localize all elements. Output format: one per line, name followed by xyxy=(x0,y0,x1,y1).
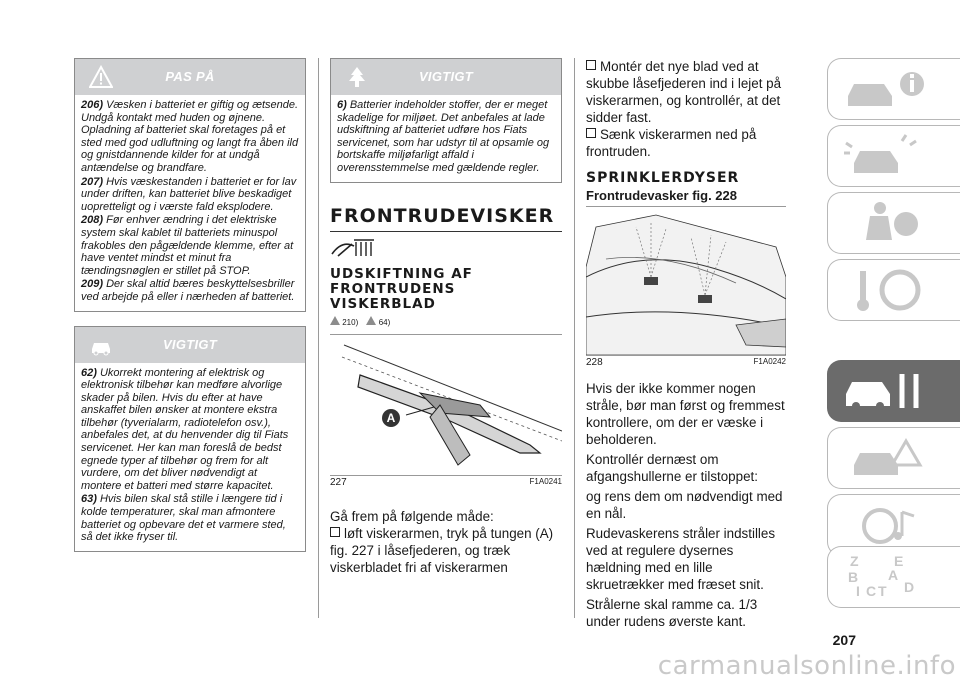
car-lights-icon xyxy=(840,133,930,179)
wiper-blade-illustration xyxy=(330,335,562,475)
warning-triangle-icon xyxy=(330,316,340,325)
figure-code: F1A0241 xyxy=(529,476,562,486)
important-box-title: VIGTIGT xyxy=(418,69,474,84)
right-column xyxy=(586,58,786,630)
airbag-seat-icon xyxy=(840,200,930,246)
callout-a: A xyxy=(382,409,400,427)
procedure-step: løft viskerarmen, tryk på tungen (A) fig. 227 i låsefjederen, og træk viskerbladet fri af viskerarmen xyxy=(330,525,554,575)
procedure-intro: Gå frem på følgende måde: xyxy=(330,508,494,524)
warning-item: 208) Før enhver ændring i det elektriske system skal kablet til batteriets minuspol frakobles den pågældende klemme, efter at have ventet mindst et minut fra tændingsnøglen er stillet på STOP. xyxy=(81,214,294,277)
figure-number: 228 xyxy=(586,357,603,368)
important-item: 6) Batterier indeholder stoffer, der er meget skadelige for miljøet. Det anbefales at lade udskiftning af batteriet udføre hos Fiats servicenet, som har udstyr til at opsamle og bortskaffe miljøfarligt affald i overensstemmelse med gældende regler. xyxy=(337,99,550,174)
warning-item: 206) Væsken i batteriet er giftig og ætsende. Undgå kontakt med huden og øjnene. Opladning af batteriet skal foretages på et sted med god udluftning og langt fra åben ild og gnistdannende kilder for at undgå antændelse og brandfare. xyxy=(81,99,299,174)
figure-code: F1A0242 xyxy=(753,357,786,366)
tab-airbag-seat[interactable] xyxy=(827,192,960,254)
tab-car-tools[interactable] xyxy=(827,360,960,422)
figure-227 xyxy=(330,335,562,475)
reference-warning: 210) xyxy=(342,317,359,327)
paragraph: Strålerne skal ramme ca. 1/3 under rudens øverste kant. xyxy=(586,597,758,629)
tab-car-info[interactable] xyxy=(827,58,960,120)
page-number: 207 xyxy=(832,632,856,648)
column-divider xyxy=(318,58,319,618)
warning-box-title: PAS PÅ xyxy=(165,69,215,84)
car-hood-nozzles-illustration xyxy=(586,207,786,355)
section-title: SPRINKLERDYSER xyxy=(586,170,740,186)
warning-box-pas-pa xyxy=(74,58,306,312)
figure-caption xyxy=(330,475,562,490)
procedure-step: Sænk viskerarmen ned på frontruden. xyxy=(586,127,757,159)
important-box-body xyxy=(331,95,561,182)
media-music-icon xyxy=(840,502,930,548)
important-box-1 xyxy=(74,326,306,552)
subtitle: Frontrudevasker fig. 228 xyxy=(586,188,737,203)
paragraph: Kontrollér dernæst om afgangshullerne er tilstoppet: xyxy=(586,452,758,484)
figure-caption xyxy=(586,355,786,370)
warning-box-header xyxy=(75,59,305,95)
warning-item: 207) Hvis væskestanden i batteriet er for lav under driften, kan batteriet blive beskadiget uopretteligt og i værste fald eksplodere. xyxy=(81,175,297,213)
reference-important: 64) xyxy=(378,317,391,327)
key-steering-wheel-icon xyxy=(840,267,930,313)
checkbox-bullet-icon xyxy=(330,527,340,537)
tab-alphabet-index[interactable] xyxy=(827,546,960,608)
car-info-icon xyxy=(840,66,930,112)
wiper-symbol-icon xyxy=(330,238,376,258)
warning-box-body xyxy=(75,95,305,311)
important-box-body xyxy=(75,363,305,551)
paragraph: Rudevaskerens stråler indstilles ved at regulere dysernes hældning med en lille skruetrækker med fræset snit. xyxy=(586,526,776,592)
car-tools-icon xyxy=(840,368,930,414)
section-rule xyxy=(330,231,562,232)
figure-number: 227 xyxy=(330,476,347,488)
left-column xyxy=(74,58,306,552)
important-item: 63) Hvis bilen skal stå stille i længere tid i kolde temperaturer, skal man afmontere batteriet og opbevare det et varmere sted, så det ikke fryser til. xyxy=(81,493,286,544)
middle-column xyxy=(330,58,562,576)
subsection-title: UDSKIFTNING AF FRONTRUDENS VISKERBLAD xyxy=(330,265,473,312)
important-box-header xyxy=(331,59,561,95)
tab-car-crash[interactable] xyxy=(827,427,960,489)
important-box-title: VIGTIGT xyxy=(162,336,218,352)
warning-item: 209) Der skal altid bæres beskyttelsesbriller ved arbejde på eller i nærheden af batteriet. xyxy=(81,278,295,303)
reference-row xyxy=(330,316,562,330)
tab-car-lights[interactable] xyxy=(827,125,960,187)
important-item: 62) Ukorrekt montering af elektrisk og elektronisk tilbehør kan medføre alvorlige skader på bilen. Hvis du efter at have anskaffet bilen ønsker at montere ekstra tilbehør (tyverialarm, radiotelefon osv.), anbefales det, at du henvender dig til Fiats servicenet. Her kan man foreslå de bedst egnede typer af tilbehør og frem for alt vurdere, om det bliver nødvendigt at montere et batteri med større kapacitet. xyxy=(81,366,289,492)
important-box-header xyxy=(75,327,305,363)
important-box-2 xyxy=(330,58,562,183)
column-divider xyxy=(574,58,575,618)
figure-228 xyxy=(586,207,786,355)
paragraph: og rens dem om nødvendigt med en nål. xyxy=(586,489,783,521)
checkbox-bullet-icon xyxy=(586,60,596,70)
tab-key-steering-wheel[interactable] xyxy=(827,259,960,321)
section-title: FRONTRUDEVISKER xyxy=(330,204,555,227)
checkbox-bullet-icon xyxy=(586,128,596,138)
footer-watermark: carmanualsonline.info xyxy=(657,651,956,681)
car-crash-icon xyxy=(840,435,930,481)
procedure-step: Montér det nye blad ved at skubbe låsefjederen ind i lejet på viskerarmen, og kontrollér, at det sidder fast. xyxy=(586,59,782,125)
paragraph: Hvis der ikke kommer nogen stråle, bør man først og fremmest kontrollere, om der er væske i beholderen. xyxy=(586,381,785,447)
alphabet-index-icon: Z E B A I C T D xyxy=(848,553,915,599)
car-caution-small-icon xyxy=(366,316,376,325)
